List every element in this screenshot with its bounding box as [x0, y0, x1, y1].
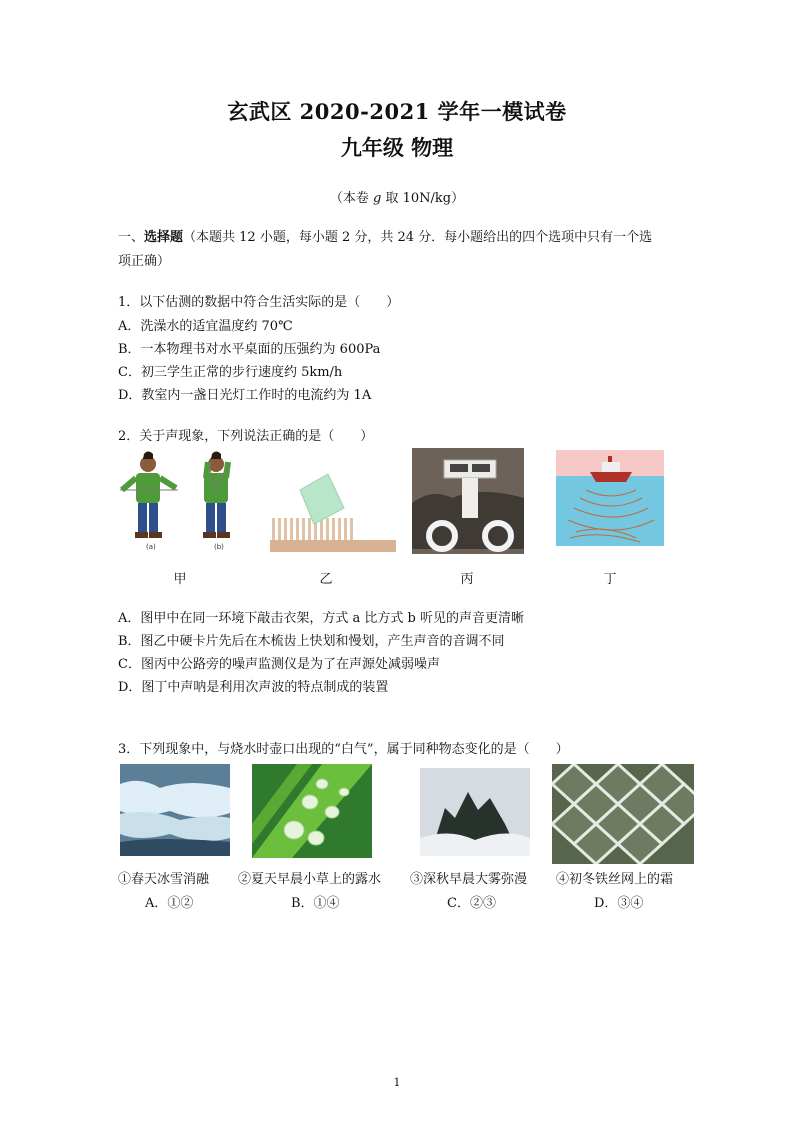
q1-option-a: A．洗澡水的适宜温度约 70℃ — [118, 319, 293, 334]
q2-option-a: A．图甲中在同一环境下敲击衣架，方式 a 比方式 b 听见的声音更清晰 — [118, 611, 524, 626]
q1-option-d: D．教室内一盏日光灯工作时的电流约为 1A — [118, 388, 372, 403]
note-prefix: （本卷 — [329, 191, 374, 206]
person-a-illustration — [120, 452, 178, 539]
q3-stem: 3．下列现象中，与烧水时壶口出现的“白气”，属于同种物态变化的是（ ） — [118, 742, 569, 757]
q1-option-b: B．一本物理书对水平桌面的压强约为 600Pa — [118, 342, 381, 357]
q3-caption-1: ①春天冰雪消融 — [118, 872, 210, 887]
section-heading — [118, 229, 652, 247]
q2-option-b: B．图乙中硬卡片先后在木梳齿上快划和慢划，产生声音的音调不同 — [118, 634, 505, 649]
q3-caption-2: ②夏天早晨小草上的露水 — [238, 872, 382, 887]
label-bing: 丙 — [460, 572, 474, 587]
q2-stem: 2．关于声现象，下列说法正确的是（ ） — [118, 429, 374, 444]
q3-option-a: A．①② — [145, 896, 194, 911]
exam-subtitle: 九年级 物理 — [340, 135, 454, 160]
q2-figure-yi — [270, 470, 396, 554]
comb-illustration — [270, 518, 396, 552]
page-number: 1 — [393, 1076, 401, 1089]
note-suffix: 取 10N/kg） — [381, 191, 465, 206]
q3-option-c: C．②③ — [447, 896, 496, 911]
q2-figure-jia — [118, 448, 250, 556]
q3-caption-4: ④初冬铁丝网上的霜 — [556, 872, 674, 887]
section-desc-cont: 项正确） — [118, 254, 171, 269]
section-prefix: 一、 — [118, 230, 145, 245]
q1-option-c: C．初三学生正常的步行速度约 5km/h — [118, 365, 343, 380]
label-ding: 丁 — [603, 572, 617, 587]
q3-photo-fog — [420, 768, 530, 856]
exam-note — [0, 187, 794, 206]
section-name: 选择题 — [144, 230, 184, 245]
note-variable: g — [373, 191, 382, 206]
q2-figure-bing — [412, 448, 524, 554]
q3-option-b: B．①④ — [291, 896, 340, 911]
q3-photo-dew — [252, 764, 372, 858]
exam-title: 玄武区 2020-2021 学年一模试卷 — [227, 99, 567, 124]
q3-option-d: D．③④ — [594, 896, 644, 911]
sublabel-a: (a) — [146, 543, 156, 551]
q3-caption-3: ③深秋早晨大雾弥漫 — [410, 872, 528, 887]
q3-photo-ice — [120, 764, 230, 856]
q3-photo-frost — [552, 764, 694, 864]
sublabel-b: (b) — [214, 543, 224, 551]
label-yi: 乙 — [319, 572, 333, 587]
card-illustration — [300, 474, 344, 524]
q2-option-d: D．图丁中声呐是利用次声波的特点制成的装置 — [118, 680, 389, 695]
q1-stem: 1．以下估测的数据中符合生活实际的是（ ） — [118, 295, 400, 310]
q2-option-c: C．图丙中公路旁的噪声监测仪是为了在声源处减弱噪声 — [118, 657, 440, 672]
section-desc: （本题共 12 小题，每小题 2 分，共 24 分．每小题给出的四个选项中只有一个选 — [183, 230, 653, 245]
q2-figure-ding — [556, 450, 664, 546]
person-b-illustration — [203, 452, 230, 539]
label-jia: 甲 — [173, 572, 187, 587]
